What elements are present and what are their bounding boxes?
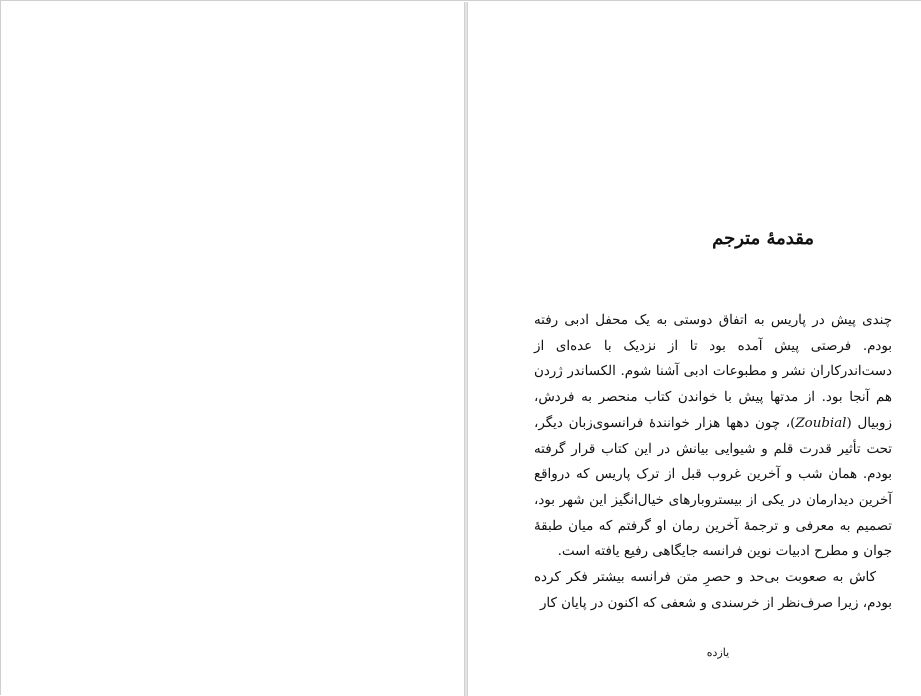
body-text	[534, 308, 892, 616]
left-page-blank	[2, 2, 464, 696]
paragraph-1-latin-term: Zoubial	[795, 415, 847, 431]
paragraph-1-text-b: )، چون دهها هزار خوانندهٔ فرانسوی‌زبان دیگر، تحت تأثیر قدرت قلم و شیوایی بیانش در این کتاب قرار گرفته بودم. همان شب و آخرین غروب قبل از ترک پاریس که درواقع آخرین دیدارمان در یکی از بیستروبارهای خیال‌انگیز این شهر بود، تصمیم به معرفی و ترجمهٔ آخرین رمان او گرفتم که میان طبقهٔ جوان و مطرح ادبیات نوین فرانسه جایگاهی رفیع یافته است.	[534, 415, 892, 560]
paragraph-1	[534, 308, 892, 565]
paragraph-1-text-a: چندی پیش در پاریس به اتفاق دوستی به یک محفل ادبی رفته بودم. فرصتی پیش آمده بود تا از نزدیک با عده‌ای از دست‌اندرکاران نشر و مطبوعات ادبی آشنا شوم. الکساندر ژردن هم آنجا بود. از مدتها پیش با خواندن کتاب منحصر به فردش، زوبیال (	[534, 313, 892, 431]
page-number: یازده	[706, 646, 730, 659]
chapter-title: مقدمهٔ مترجم	[712, 228, 814, 249]
right-page	[468, 2, 921, 696]
paragraph-2: کاش به صعوبت بی‌حد و حصرِ متن فرانسه بیشتر فکر کرده بودم، زیرا صرف‌نظر از خرسندی و شعفی که اکنون در پایان کار	[534, 570, 892, 611]
